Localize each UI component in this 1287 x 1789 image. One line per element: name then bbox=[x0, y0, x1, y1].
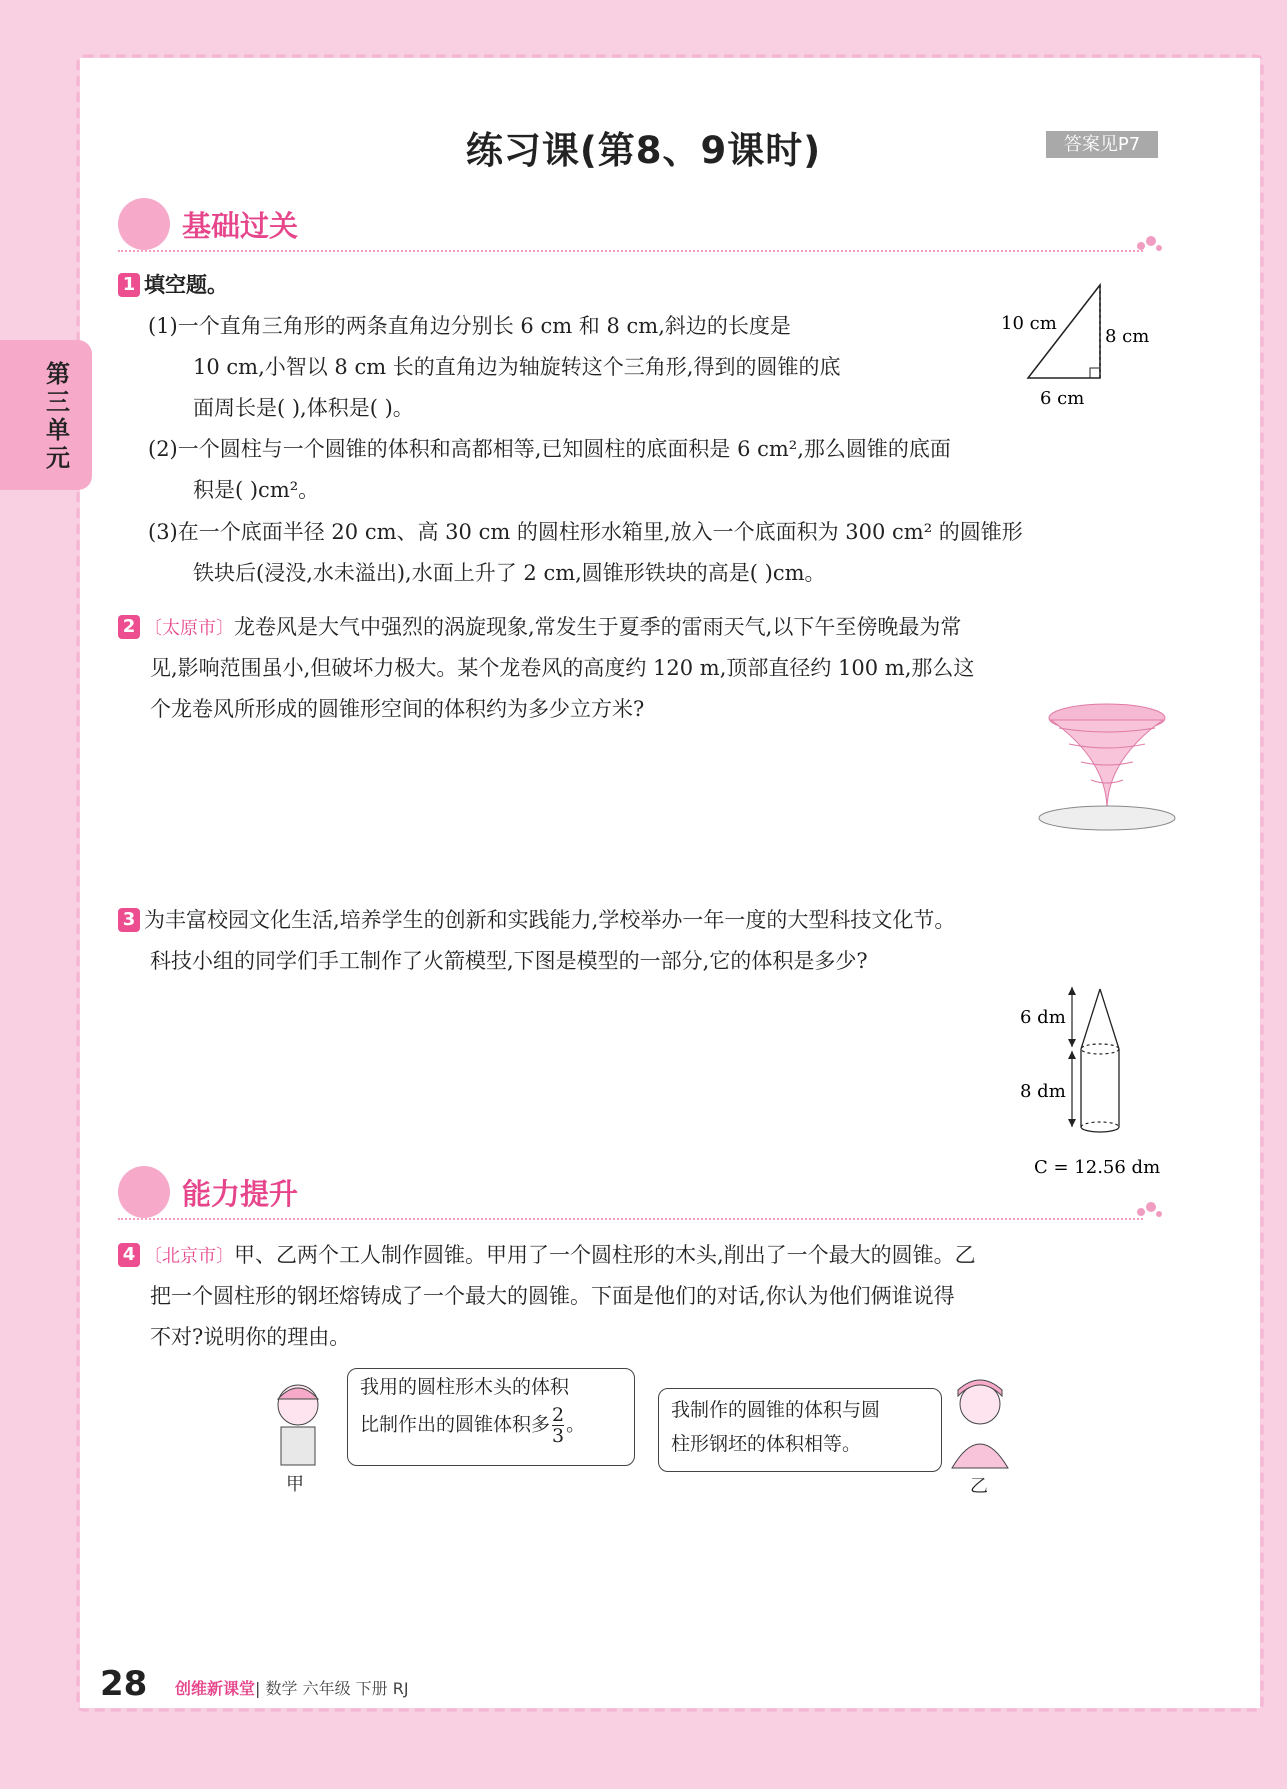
speaker-yi-label: 乙 bbox=[970, 1476, 988, 1497]
triangle-hyp-label: 10 cm bbox=[1001, 313, 1057, 334]
question-4-line3: 不对?说明你的理由。 bbox=[150, 1325, 351, 1349]
q1-part1-line1: (1)一个直角三角形的两条直角边分别长 6 cm 和 8 cm,斜边的长度是 bbox=[148, 314, 791, 338]
section-divider bbox=[118, 1218, 1143, 1220]
answer-reference-badge: 答案见P7 bbox=[1046, 131, 1158, 158]
tornado-illustration-icon bbox=[1035, 700, 1185, 840]
decor-dots-icon bbox=[1135, 1200, 1165, 1220]
circumference-label: C = 12.56 dm bbox=[1034, 1157, 1161, 1178]
speaker-jia-label: 甲 bbox=[286, 1474, 304, 1495]
question-number: 3 bbox=[118, 908, 140, 932]
question-number: 2 bbox=[118, 615, 140, 639]
q1-part1-line2: 10 cm,小智以 8 cm 长的直角边为轴旋转这个三角形,得到的圆锥的底 bbox=[193, 355, 841, 379]
decor-dots-icon bbox=[1135, 234, 1165, 254]
unit-side-tab-label: 第三单元 bbox=[46, 360, 70, 472]
region-tag: 〔太原市〕 bbox=[144, 618, 234, 639]
question-number: 1 bbox=[118, 273, 140, 297]
mascot-avatar-icon bbox=[118, 198, 170, 250]
rocket-cone-cylinder-figure bbox=[1000, 985, 1180, 1185]
q1-part2-line2: 积是( )cm²。 bbox=[193, 478, 320, 502]
region-tag: 〔北京市〕 bbox=[144, 1246, 234, 1267]
question-number: 4 bbox=[118, 1243, 140, 1267]
worker-yi-avatar-icon bbox=[942, 1370, 1022, 1470]
page-title: 练习课(第8、9课时) bbox=[465, 129, 822, 172]
q1-part2-line1: (2)一个圆柱与一个圆锥的体积和高都相等,已知圆柱的底面积是 6 cm²,那么圆锥的底面 bbox=[148, 437, 951, 461]
question-4-line1: 4 〔北京市〕甲、乙两个工人制作圆锥。甲用了一个圆柱形的木头,削出了一个最大的圆锥。乙 bbox=[118, 1240, 976, 1272]
fraction-two-thirds: $\frac{2}{3}$ bbox=[552, 1404, 565, 1447]
question-3-line1: 3 为丰富校园文化生活,培养学生的创新和实践能力,学校举办一年一度的大型科技文化节。 bbox=[118, 905, 955, 935]
question-2-line3: 个龙卷风所形成的圆锥形空间的体积约为多少立方米? bbox=[150, 697, 645, 721]
triangle-height-label: 8 cm bbox=[1105, 326, 1150, 347]
right-triangle-figure bbox=[995, 280, 1175, 415]
cone-height-label: 6 dm bbox=[1020, 1007, 1066, 1028]
section-title-advanced: 能力提升 bbox=[182, 1177, 299, 1211]
section-title-basic: 基础过关 bbox=[182, 209, 299, 243]
cylinder-height-label: 8 dm bbox=[1020, 1081, 1066, 1102]
q1-part3-line1: (3)在一个底面半径 20 cm、高 30 cm 的圆柱形水箱里,放入一个底面积为 300 cm² 的圆锥形 bbox=[148, 520, 1023, 544]
question-2-line1: 2 〔太原市〕龙卷风是大气中强烈的涡旋现象,常发生于夏季的雷雨天气,以下午至傍晚最为常 bbox=[118, 612, 961, 644]
section-divider bbox=[118, 250, 1143, 252]
question-1-heading: 1 填空题。 bbox=[118, 270, 228, 300]
mascot-avatar-icon bbox=[118, 1166, 170, 1218]
footer-brand: 创维新课堂| 数学 六年级 下册 RJ bbox=[175, 1679, 409, 1698]
unit-side-tab bbox=[0, 340, 92, 490]
page-number: 28 bbox=[100, 1664, 148, 1704]
question-2-line2: 见,影响范围虽小,但破坏力极大。某个龙卷风的高度约 120 m,顶部直径约 100 m,那么这 bbox=[150, 656, 975, 680]
question-4-line2: 把一个圆柱形的钢坯熔铸成了一个最大的圆锥。下面是他们的对话,你认为他们俩谁说得 bbox=[150, 1284, 955, 1308]
q1-part3-line2: 铁块后(浸没,水未溢出),水面上升了 2 cm,圆锥形铁块的高是( )cm。 bbox=[193, 561, 826, 585]
triangle-base-label: 6 cm bbox=[1040, 388, 1085, 409]
speech-bubble-jia: 我用的圆柱形木头的体积 比制作出的圆锥体积多 $\frac{2}{3}$ 。 bbox=[347, 1368, 635, 1466]
speech-bubble-yi: 我制作的圆锥的体积与圆 柱形钢坯的体积相等。 bbox=[658, 1388, 942, 1472]
question-3-line2: 科技小组的同学们手工制作了火箭模型,下图是模型的一部分,它的体积是多少? bbox=[150, 949, 868, 973]
q1-part1-line3: 面周长是( ),体积是( )。 bbox=[193, 396, 414, 420]
worker-jia-avatar-icon bbox=[265, 1375, 340, 1470]
